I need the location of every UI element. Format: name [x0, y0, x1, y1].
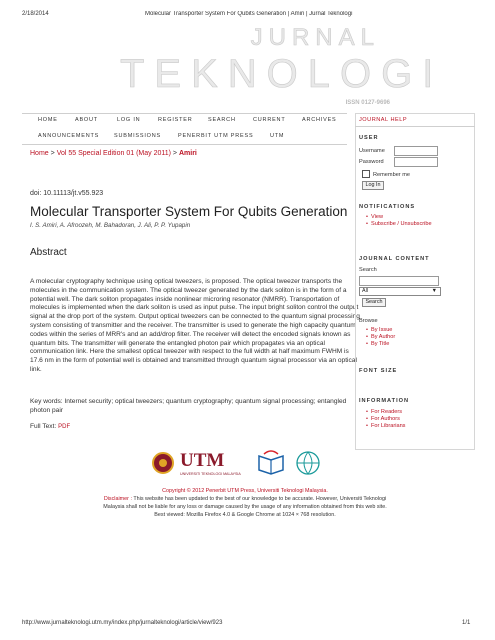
breadcrumb-separator: > — [172, 150, 178, 157]
breadcrumb-separator: > — [50, 150, 55, 157]
username-input[interactable] — [394, 146, 438, 156]
username-label: Username — [359, 148, 385, 154]
information-list — [366, 409, 466, 430]
site-footer — [95, 487, 395, 519]
journal-content-heading: JOURNAL CONTENT — [359, 256, 430, 262]
utm-logo-subtext: UNIVERSITI TEKNOLOGI MALAYSIA — [180, 472, 241, 476]
nav-login[interactable]: LOG IN — [117, 117, 141, 123]
nav-top-rule — [22, 113, 347, 114]
nav-submissions[interactable]: SUBMISSIONS — [114, 133, 162, 139]
info-librarians-link[interactable]: • For Librarians — [366, 423, 466, 430]
breadcrumb-home[interactable]: Home — [30, 150, 49, 157]
print-page-title: Molecular Transporter System For Qubits Generation | Amiri | Jurnal Teknologi — [145, 11, 353, 17]
keywords: Key words: Internet security; optical tweezers; quantum cryptography; quantum signal processing; entangled photon pair — [30, 398, 347, 414]
notifications-subscribe-link[interactable]: • Subscribe / Unsubscribe — [366, 221, 466, 228]
banner-teknologi: TEKNOLOGI — [120, 52, 444, 96]
remember-me-label: Remember me — [373, 172, 410, 178]
nav-home[interactable]: HOME — [38, 117, 58, 123]
notifications-list — [366, 214, 466, 228]
full-text — [30, 423, 70, 430]
login-button[interactable]: Log In — [362, 181, 384, 190]
book-logo-icon — [256, 448, 286, 478]
print-url: http://www.jurnalteknologi.utm.my/index.php/jurnalteknologi/article/view/923 — [22, 620, 223, 626]
journal-banner — [120, 22, 444, 106]
footer-best-viewed: Best viewed: Mozilla Firefox 4.0 & Google Chrome at 1024 × 768 resolution. — [154, 512, 336, 518]
password-label: Password — [359, 159, 384, 165]
remember-me-checkbox[interactable] — [362, 170, 370, 178]
utm-logo-text: UTM — [180, 450, 225, 471]
sidebar-search-input[interactable] — [359, 276, 439, 286]
print-page-number: 1/1 — [462, 620, 471, 626]
browse-by-title-link[interactable]: • By Title — [366, 341, 466, 348]
article-doi: doi: 10.11113/jt.v55.923 — [30, 190, 104, 197]
abstract-text: A molecular cryptography technique using optical tweezers, is proposed. The optical tweezer transports the molecules in the communication system. The optical tweezer generated by the dark soliton is in the form of a potential well. The dark soliton propagates inside nonlinear microring resonator (NMRR). Transportation of molecules is implemented when the dark soliton is used as input pulse. The input bright soliton control the output signal at the drop port of the system. Output optical tweezers can be connected to the quantum signal processing system consisting of transmitter and the receiver. The transmitter is used to generate the high capacity quantum codes within the series of MRR's and an add/drop filter. The receiver will detect the encoded signals known as quantum bits. The transmitter will generate the entangled photon pair which propagates via an optical communication link. Here the smallest optical tweezer with respect to the full width at half maximum FWHM is 17.6 nm in the form of potential well is obtained and transmitted through quantum signal processor via an optical link. — [30, 278, 360, 373]
journal-help-link[interactable]: JOURNAL HELP — [359, 117, 408, 123]
notifications-view-link[interactable]: • View — [366, 214, 466, 221]
browse-by-issue-link[interactable]: • By Issue — [366, 327, 466, 334]
select-arrow-icon: ▼ — [431, 288, 437, 294]
password-input[interactable] — [394, 157, 438, 167]
banner-issn: ISSN 0127-9696 — [345, 100, 390, 106]
search-scope-value: All — [362, 288, 368, 294]
nav-about[interactable]: ABOUT — [75, 117, 98, 123]
full-text-label: Full Text: — [30, 423, 57, 430]
breadcrumb-issue[interactable]: Vol 55 Special Edition 01 (May 2011) — [56, 150, 171, 157]
pdf-link[interactable]: PDF — [58, 424, 71, 430]
nav-bottom-rule — [22, 144, 347, 145]
nav-utm[interactable]: UTM — [270, 133, 285, 139]
nav-penerbit-utm-press[interactable]: PENERBIT UTM PRESS — [178, 133, 254, 139]
browse-label: Browse — [359, 318, 378, 324]
article-authors: I. S. Amiri, A. Afroozeh, M. Bahadoran, J. Ali, P. P. Yupapin — [30, 222, 191, 229]
browse-list — [366, 327, 466, 348]
footer-copyright: Copyright © 2012 Penerbit UTM Press, Universiti Teknologi Malaysia. — [162, 488, 328, 494]
nav-archives[interactable]: ARCHIVES — [302, 117, 337, 123]
abstract-heading: Abstract — [30, 247, 67, 258]
nav-search[interactable]: SEARCH — [208, 117, 236, 123]
sidebar-search-button[interactable]: Search — [362, 298, 386, 307]
user-heading: USER — [359, 135, 379, 141]
print-date: 2/18/2014 — [22, 11, 49, 17]
banner-jurnal: JURNAL — [250, 24, 380, 51]
info-authors-link[interactable]: • For Authors — [366, 416, 466, 423]
font-size-heading: FONT SIZE — [359, 368, 398, 374]
article-title: Molecular Transporter System For Qubits Generation — [30, 204, 348, 219]
nav-announcements[interactable]: ANNOUNCEMENTS — [38, 133, 100, 139]
footer-disclaimer: Disclaimer : This website has been updated to the best of our knowledge to be accurate. However, Universiti Teknologi Malaysia shall not be liable for any loss or damage caused by the usage of any information obtained from this web site. — [103, 496, 387, 510]
breadcrumb-current[interactable]: Amiri — [178, 150, 197, 157]
information-heading: INFORMATION — [359, 398, 410, 404]
browse-by-author-link[interactable]: • By Author — [366, 334, 466, 341]
logo-strip — [150, 448, 350, 482]
notifications-heading: NOTIFICATIONS — [359, 204, 416, 210]
nav-current[interactable]: CURRENT — [253, 117, 286, 123]
search-scope-select[interactable] — [359, 287, 441, 296]
nav-register[interactable]: REGISTER — [158, 117, 193, 123]
globe-logo-icon — [292, 448, 324, 478]
breadcrumb — [30, 150, 197, 157]
info-readers-link[interactable]: • For Readers — [366, 409, 466, 416]
footer-disclaimer-label: Disclaimer : — [103, 496, 132, 502]
search-label: Search — [359, 267, 377, 273]
sidebar-rule — [355, 126, 475, 127]
